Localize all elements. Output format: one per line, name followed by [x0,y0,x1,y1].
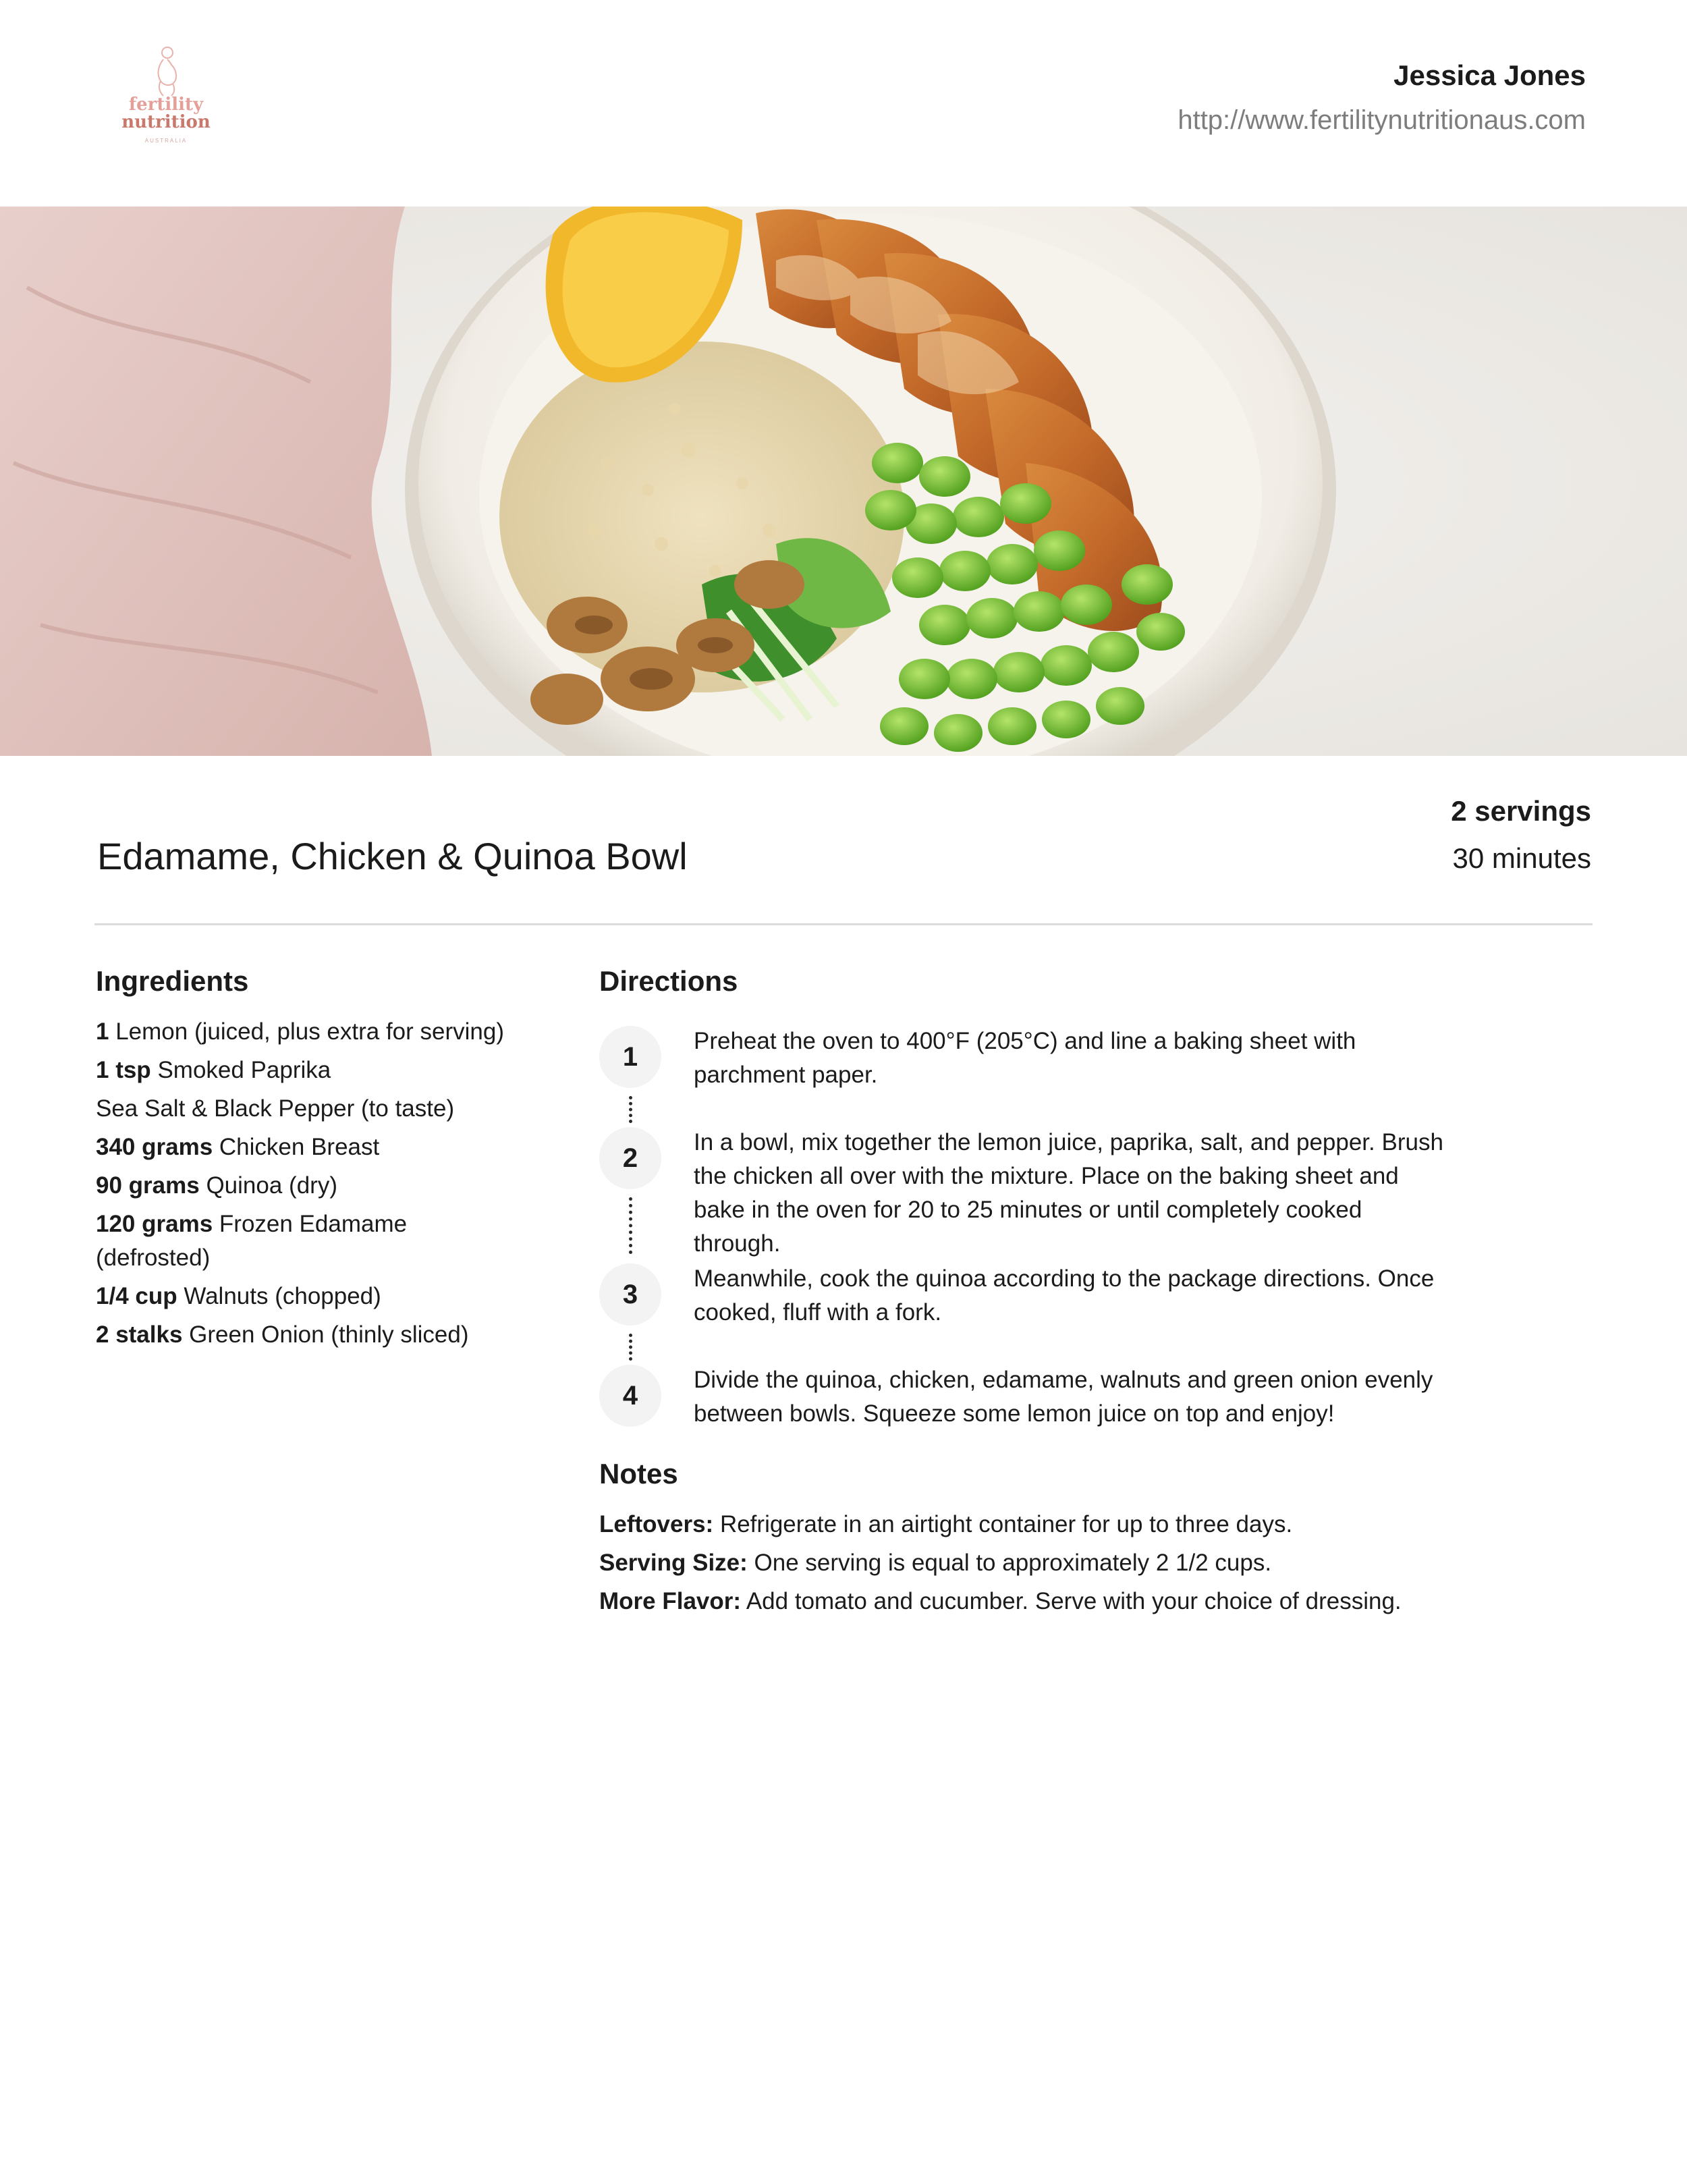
ingredient-name: Lemon (juiced, plus extra for serving) [115,1018,505,1045]
ingredient-name: Frozen Edamame (defrosted) [96,1211,408,1271]
logo-word-nutrition: nutrition [121,112,211,132]
note-item [599,1508,1544,1541]
note-label: Leftovers: [599,1511,714,1537]
ingredient-name: Walnuts (chopped) [184,1283,381,1309]
step-text: In a bowl, mix together the lemon juice, paprika, salt, and pepper. Brush the chicken all over with the mixture. Place on the baking sheet and bake in the oven for 20 to 25 minutes or until completely cooked through. [694,1129,1443,1257]
author-name: Jessica Jones [1393,59,1586,91]
ingredient-name: Smoked Paprika [157,1057,331,1083]
ingredients-list [96,1015,528,1352]
note-label: More Flavor: [599,1588,742,1614]
ingredients-heading: Ingredients [96,965,249,997]
ingredient-qty: 90 grams [96,1172,200,1199]
ingredient-item [96,1015,528,1049]
ingredient-qty: 340 grams [96,1134,213,1160]
directions-heading: Directions [599,965,738,997]
ingredient-item [96,1054,528,1087]
step-number: 1 [599,1026,661,1088]
ingredient-name: Chicken Breast [219,1134,380,1160]
hero-food-photo [0,207,1687,756]
note-label: Serving Size: [599,1550,748,1576]
step-number: 2 [599,1127,661,1189]
ingredient-item [96,1207,528,1275]
ingredient-item [96,1318,528,1352]
step-connector [629,1197,636,1254]
step-number: 3 [599,1263,661,1326]
step-text: Meanwhile, cook the quinoa according to the package directions. Once cooked, fluff with a fork. [694,1265,1435,1326]
ingredients-section [96,965,528,1357]
ingredient-qty: 2 stalks [96,1321,183,1348]
step-connector [629,1096,636,1123]
ingredient-qty: 1/4 cup [96,1283,177,1309]
step-connector [629,1334,636,1361]
ingredient-item [96,1280,528,1313]
ingredient-name: Green Onion (thinly sliced) [189,1321,469,1348]
ingredient-item [96,1130,528,1164]
step-number: 4 [599,1365,661,1427]
section-divider [94,923,1593,925]
brand-logo [119,43,213,158]
notes-heading: Notes [599,1458,678,1490]
ingredient-qty: 1 [96,1018,109,1045]
pregnant-woman-logo-icon [119,43,213,97]
recipe-title: Edamame, Chicken & Quinoa Bowl [97,834,688,877]
logo-subtitle: AUSTRALIA [144,138,188,144]
website-link[interactable]: http://www.fertilitynutritionaus.com [1178,105,1586,135]
note-item [599,1546,1544,1580]
ingredient-qty: 120 grams [96,1211,213,1237]
note-text: One serving is equal to approximately 2 1/2 cups. [747,1550,1272,1576]
ingredient-qty: 1 tsp [96,1057,151,1083]
ingredient-name: Quinoa (dry) [206,1172,337,1199]
servings-count: 2 servings [1451,795,1591,827]
ingredient-item [96,1169,528,1203]
quinoa-bowl-illustration [0,207,1687,756]
directions-section [599,965,1530,1427]
note-text: Add tomato and cucumber. Serve with your choice of dressing. [741,1588,1402,1614]
cook-time: 30 minutes [1452,842,1591,874]
step-text: Divide the quinoa, chicken, edamame, walnuts and green onion evenly between bowls. Squeeze some lemon juice on top and enjoy! [694,1367,1433,1427]
step-text: Preheat the oven to 400°F (205°C) and line a baking sheet with parchment paper. [694,1028,1356,1088]
ingredient-name: Sea Salt & Black Pepper (to taste) [96,1095,455,1122]
notes-section [599,1458,1544,1623]
note-item [599,1585,1544,1618]
note-text: Refrigerate in an airtight container for up to three days. [713,1511,1293,1537]
logo-word-fertility: fertility [128,94,204,115]
ingredient-item [96,1092,528,1126]
